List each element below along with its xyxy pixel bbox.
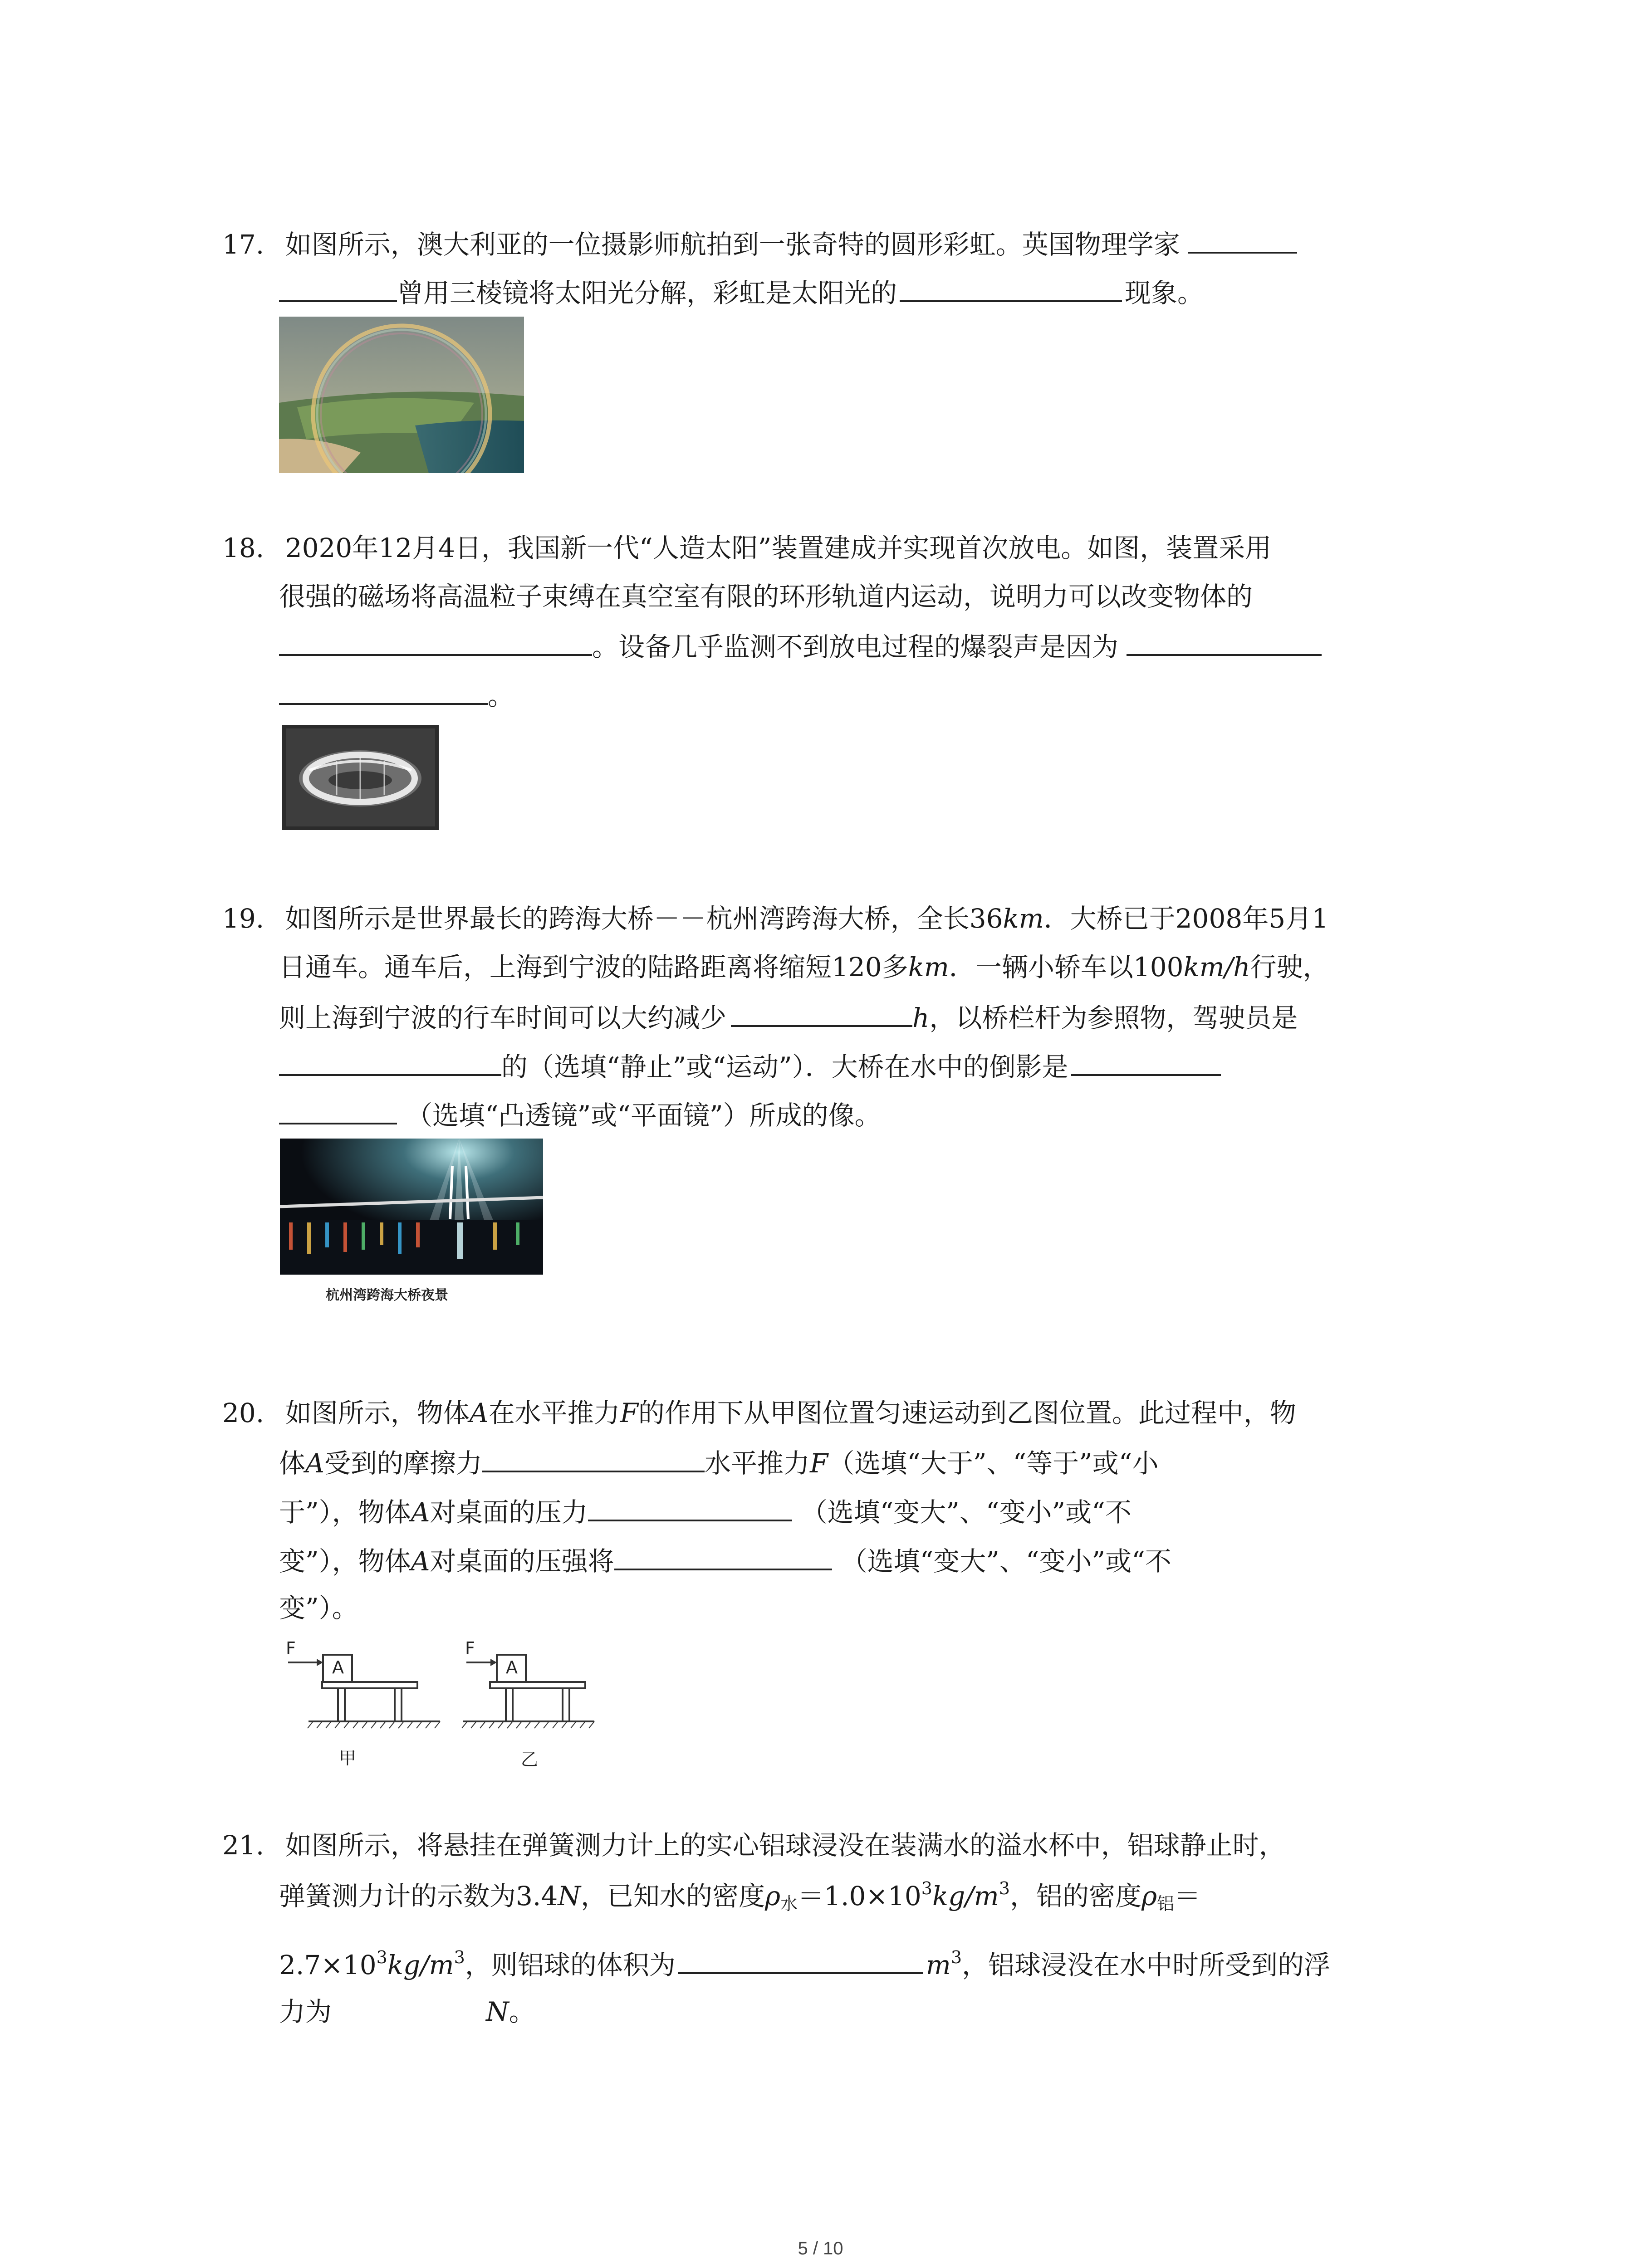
q19-line1: 19. 如图所示是世界最长的跨海大桥－－杭州湾跨海大桥，全长36km．大桥已于2008年5月1: [222, 903, 1329, 934]
answer-blank: [1071, 1047, 1221, 1076]
q19-line2: 日通车。通车后，上海到宁波的陆路距离将缩短120多km．一辆小轿车以100km/h行驶，: [279, 952, 1329, 982]
answer-blank: [279, 273, 397, 302]
q21-line3: $2.7\times 10^3kg/m^3$，则铝球的体积为 $m^3$，铝球浸没在水中时所受到的浮: [279, 1945, 1330, 1981]
force-label-jia: F: [286, 1638, 296, 1658]
q18-line3: 。设备几乎监测不到放电过程的爆裂声是因为: [279, 627, 1322, 663]
force-label-yi: F: [465, 1638, 475, 1658]
question-number: 20.: [222, 1398, 265, 1428]
question-number: 19.: [222, 903, 265, 934]
answer-blank: [1188, 225, 1297, 254]
question-number: 21.: [222, 1830, 265, 1861]
answer-blank: [588, 1492, 792, 1521]
q17-line1: 17. 如图所示，澳大利亚的一位摄影师航拍到一张奇特的圆形彩虹。英国物理学家: [222, 225, 1297, 261]
answer-blank: [279, 627, 592, 656]
figure-label-yi: 乙: [521, 1750, 539, 1769]
answer-blank: [482, 1443, 705, 1472]
block-label-yi: A: [506, 1657, 518, 1677]
question-number: 17.: [222, 229, 265, 260]
q19-line4: 的（选填“静止”或“运动”）．大桥在水中的倒影是: [279, 1047, 1221, 1083]
q18-line2: 很强的磁场将高温粒子束缚在真空室有限的环形轨道内运动，说明力可以改变物体的: [279, 581, 1253, 612]
bridge-night-photo: [280, 1139, 543, 1275]
answer-blank: [279, 1047, 501, 1076]
force-table-diagram: [281, 1637, 608, 1742]
q20-line2: 体A受到的摩擦力 水平推力F（选填“大于”、“等于”或“小: [279, 1443, 1158, 1480]
q18-line1: 18. 2020年12月4日，我国新一代“人造太阳”装置建成并实现首次放电。如图，装置采用: [222, 533, 1272, 563]
answer-blank: [279, 1095, 397, 1124]
answer-blank: [1127, 627, 1322, 656]
page-number: 5 / 10: [798, 2239, 843, 2258]
q17-line2: 曾用三棱镜将太阳光分解，彩虹是太阳光的 现象。: [279, 273, 1204, 309]
q19-line3: 则上海到宁波的行车时间可以大约减少 h，以桥栏杆为参照物，驾驶员是: [279, 998, 1298, 1034]
q19-line5: （选填“凸透镜”或“平面镜”）所成的像。: [279, 1095, 881, 1132]
q18-line4: 。: [279, 676, 514, 712]
answer-blank: [900, 273, 1122, 302]
answer-blank: [678, 1945, 923, 1974]
table-jia-diagram: [288, 1655, 440, 1728]
figure-label-jia: 甲: [339, 1748, 357, 1768]
q20-line1: 20. 如图所示，物体A在水平推力F的作用下从甲图位置匀速运动到乙图位置。此过程中，物: [222, 1398, 1296, 1428]
q21-line4: 力为 N。: [279, 1996, 535, 2027]
q21-line1: 21. 如图所示，将悬挂在弹簧测力计上的实心铝球浸没在装满水的溢水杯中，铝球静止时，: [222, 1830, 1285, 1861]
q20-line3: 于”），物体A对桌面的压力 （选填“变大”、“变小”或“不: [279, 1492, 1132, 1529]
photo-caption: 杭州湾跨海大桥夜景: [326, 1287, 448, 1303]
q21-line2: 弹簧测力计的示数为3.4N，已知水的密度$\rho_水=1.0\times 10^3kg/m^3$，铝的密度$\rho_铝=$: [279, 1878, 1201, 1914]
answer-blank: [279, 676, 488, 705]
q20-line4: 变”），物体A对桌面的压强将 （选填“变大”、“变小”或“不: [279, 1541, 1171, 1578]
q20-line5: 变”）。: [279, 1593, 358, 1623]
table-yi-diagram: [462, 1655, 594, 1728]
answer-blank: [731, 998, 912, 1027]
rainbow-photo: [279, 317, 524, 473]
fusion-device-photo: [282, 725, 439, 830]
block-label-jia: A: [332, 1657, 344, 1677]
question-number: 18.: [222, 533, 265, 563]
answer-blank: [614, 1541, 832, 1570]
